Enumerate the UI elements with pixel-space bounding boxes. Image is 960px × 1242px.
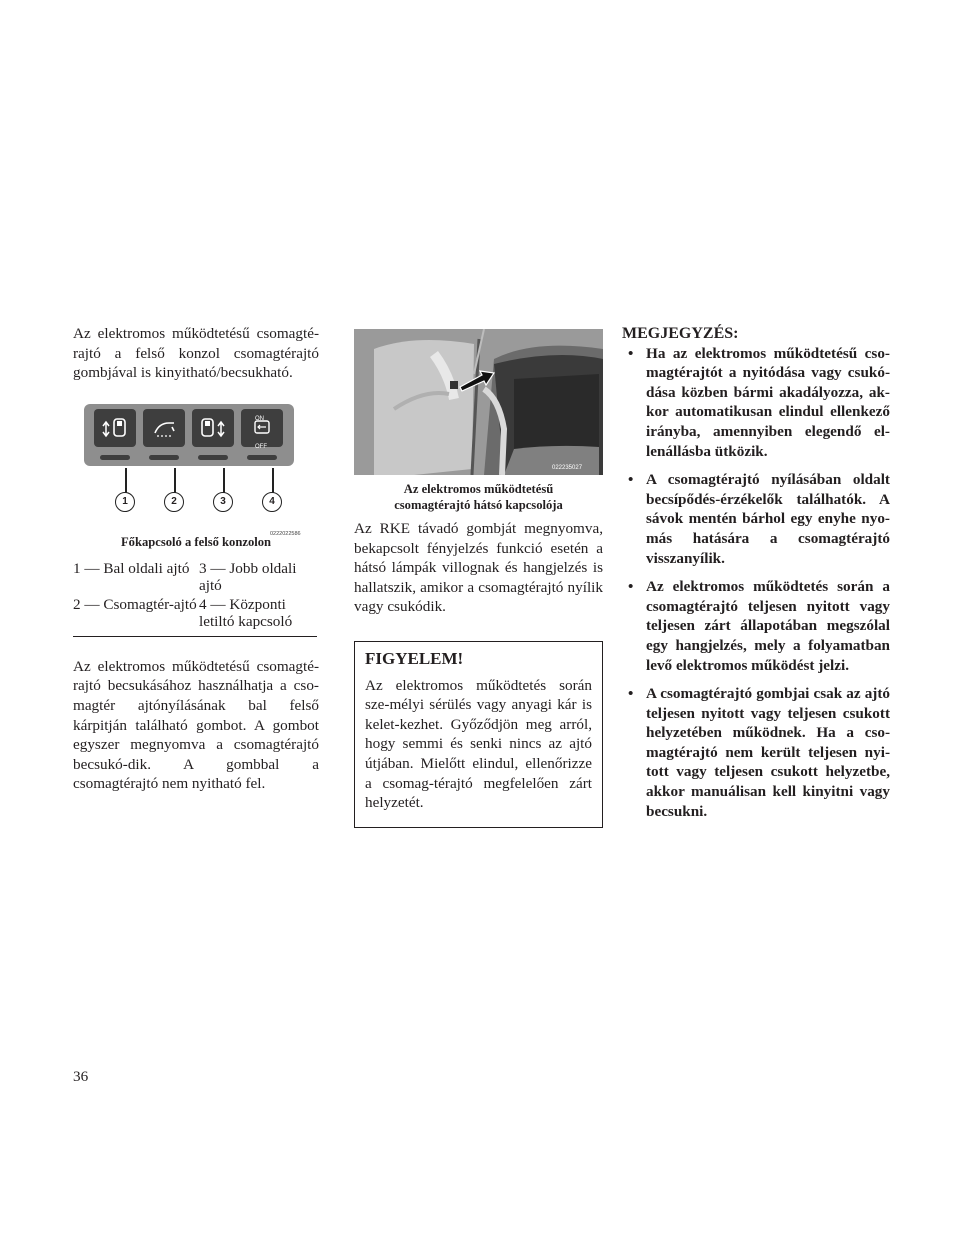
bullet: • xyxy=(628,578,634,596)
legend-row xyxy=(73,560,317,596)
note-item xyxy=(622,684,890,821)
indicator-bar xyxy=(198,455,228,460)
note-list xyxy=(622,344,890,822)
bullet: • xyxy=(628,471,634,489)
liftgate-icon xyxy=(143,409,185,447)
off-label: OFF xyxy=(255,443,267,450)
callout-4: 4 xyxy=(262,492,282,512)
on-label: ON xyxy=(255,415,264,422)
overhead-console-figure xyxy=(82,404,306,537)
right-column xyxy=(622,324,890,830)
left-door-switch xyxy=(94,409,136,447)
intro-paragraph: Az elektromos működtetésű csomagté-rajtó a felső konzol csomagtérajtó gombjával is kinyitható/becsukható. xyxy=(73,325,319,382)
callout-leader xyxy=(223,468,225,493)
note-text: Ha az elektromos működtetésű cso-magtérajtót a nyitódása vagy csukó-dása közben bármi akadályozza, ak-kor automatikusan elindul ellenkező irányba, amennyiben elegendő el-lenállásba ütközik. xyxy=(646,344,890,460)
note-heading: MEGJEGYZÉS: xyxy=(622,325,739,342)
caption-line: Az elektromos működtetésű xyxy=(403,482,554,496)
legend-row xyxy=(73,596,317,637)
legend-item-3: 3 — Jobb oldali ajtó xyxy=(199,559,297,594)
liftgate-photo xyxy=(354,329,603,475)
left-column xyxy=(73,324,319,794)
note-text: A csomagtérajtó nyílásában oldalt becsípődés-érzékelők találhatók. A sávok mentén bárhol egy enyhe nyo-más hatására a csomagtérajtó visszanyílik. xyxy=(646,471,890,567)
figure-caption xyxy=(354,481,603,513)
warning-box xyxy=(354,641,603,828)
caption-line: csomagtérajtó hátsó kapcsolója xyxy=(394,498,563,512)
liftgate-interior-illustration xyxy=(354,329,603,475)
warning-title: FIGYELEM! xyxy=(365,648,464,668)
callout-leader xyxy=(125,468,127,493)
indicator-bar xyxy=(100,455,130,460)
legend-item-2: 2 — Csomagtér-ajtó xyxy=(73,595,197,613)
legend-item-1: 1 — Bal oldali ajtó xyxy=(73,559,190,577)
middle-column xyxy=(354,324,603,828)
note-item xyxy=(622,577,890,675)
note-text: A csomagtérajtó gombjai csak az ajtó teljesen nyitott vagy teljesen csukott helyzetében működnek. Ha a cso-magtérajtó nem került teljesen nyi-tott vagy teljesen csukott helyzetbe, akkor manuálisan kell kinyitni vagy becsukni. xyxy=(646,685,890,820)
figure-code: 0222022586 xyxy=(270,530,301,537)
callout-3: 3 xyxy=(213,492,233,512)
callout-2: 2 xyxy=(164,492,184,512)
note-text: Az elektromos működtetés során a csomagtérajtó teljesen nyitott vagy teljesen zárt állapotában megszólal egy hangjelzés, mely a folyamatban levő elektromos működést jelzi. xyxy=(646,578,890,674)
body-paragraph: Az elektromos működtetésű csomagté-rajtó becsukásához használhatja a cso-magtér ajtónyílásának bal felső kárpitján található gombot. A gombot egyszer megnyomva a csomagtérajtó becsukó-dik. A gombbal a csomagtérajtó nem nyitható fel. xyxy=(73,657,319,793)
right-door-icon xyxy=(192,409,234,447)
bullet: • xyxy=(628,344,634,362)
figure-code: 022235027 xyxy=(552,465,583,471)
bullet: • xyxy=(628,685,634,703)
warning-text: Az elektromos működtetés során sze-mélyi sérülés vagy anyagi kár is kelet-kezhet. Győződjön meg arról, hogy semmi és senki nincs az ajtó útjában. Mielőtt elindul, ellenőrizze a csomag-térajtó megfelelően zárt helyzetét. xyxy=(365,676,592,812)
left-door-icon xyxy=(94,409,136,447)
liftgate-switch xyxy=(143,409,185,447)
callout-leader xyxy=(272,468,274,493)
callout-leader xyxy=(174,468,176,493)
figure-legend xyxy=(73,560,317,637)
page-number: 36 xyxy=(73,1068,89,1085)
indicator-bar xyxy=(247,455,277,460)
right-door-switch xyxy=(192,409,234,447)
note-item xyxy=(622,470,890,568)
indicator-bar xyxy=(149,455,179,460)
central-lockout-switch xyxy=(241,409,283,450)
note-item xyxy=(622,344,890,462)
legend-item-4: 4 — Központi letiltó kapcsoló xyxy=(199,595,293,630)
rke-paragraph: Az RKE távadó gombját megnyomva, bekapcsolt fényjelzés funkció esetén a hátsó lámpák villognak és hangjelzés is hallatszik, amikor a csomagtérajtó nyílik vagy csukódik. xyxy=(354,520,603,616)
switch-panel xyxy=(84,404,294,466)
figure-caption: Főkapcsoló a felső konzolon xyxy=(120,534,272,549)
callout-1: 1 xyxy=(115,492,135,512)
